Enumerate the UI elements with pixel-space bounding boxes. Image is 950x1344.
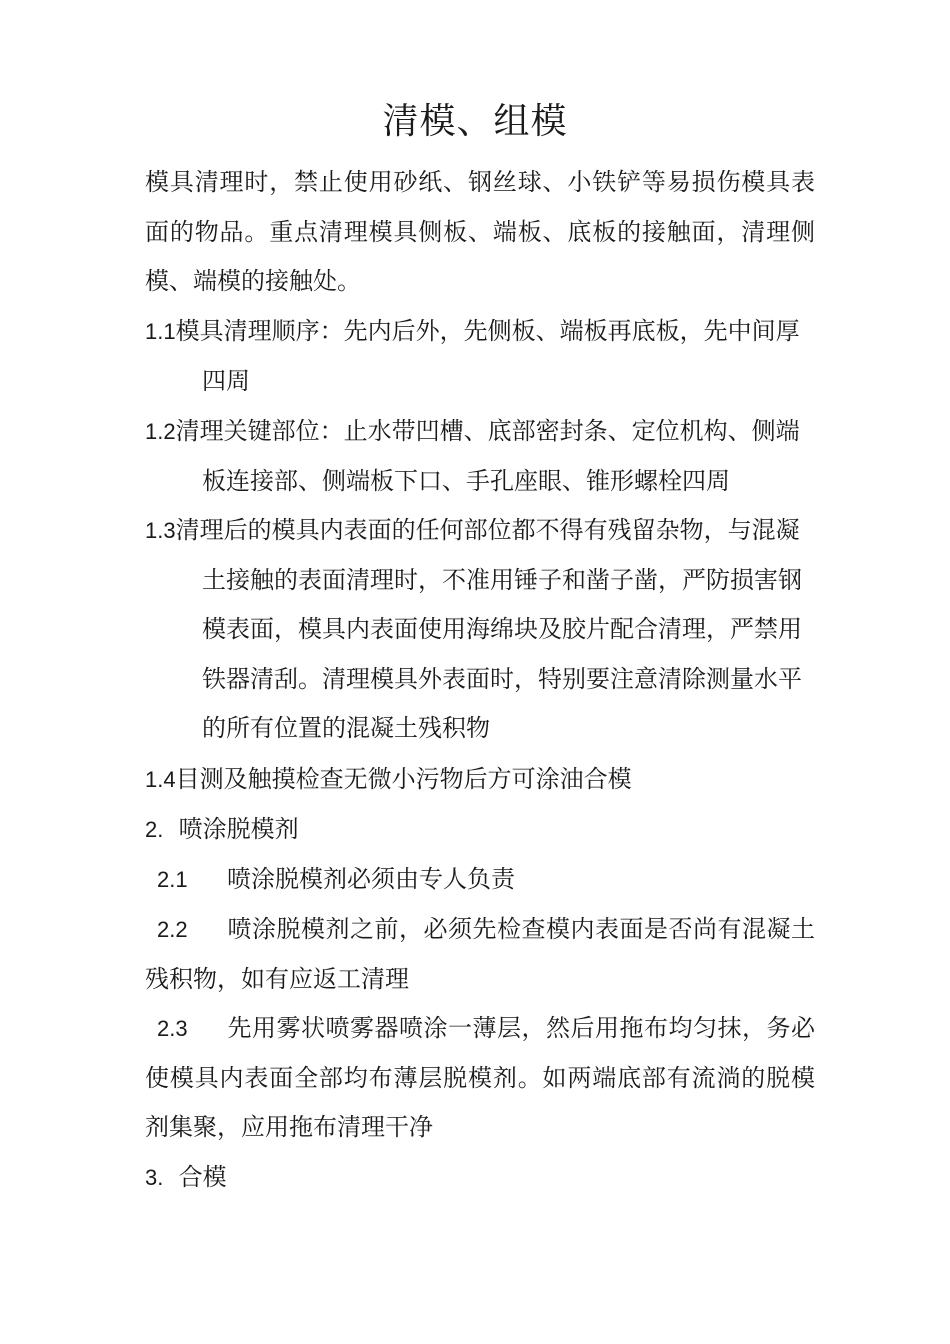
list-item-1-1 bbox=[145, 307, 815, 406]
item-text: 模具清理顺序：先内后外，先侧板、端板再底板，先中间厚四周 bbox=[175, 317, 800, 395]
item-text: 目测及触摸检查无微小污物后方可涂油合模 bbox=[175, 765, 632, 793]
section-2-heading bbox=[145, 805, 815, 855]
item-text: 喷涂脱模剂之前，必须先检查模内表面是否尚有混凝土残积物，如有应返工清理 bbox=[145, 915, 815, 993]
list-item-1-3 bbox=[145, 506, 815, 754]
section-number: 3. bbox=[145, 1165, 164, 1190]
section-title: 合模 bbox=[178, 1163, 227, 1191]
list-item-1-4 bbox=[145, 755, 815, 805]
item-text: 清理关键部位：止水带凹槽、底部密封条、定位机构、侧端板连接部、侧端板下口、手孔座眼、锥形螺栓四周 bbox=[175, 417, 800, 495]
intro-paragraph: 模具清理时，禁止使用砂纸、钢丝球、小铁铲等易损伤模具表面的物品。重点清理模具侧板、端板、底板的接触面，清理侧模、端模的接触处。 bbox=[145, 168, 815, 295]
page-title: 清模、组模 bbox=[382, 101, 568, 142]
item-number: 2.1 bbox=[157, 867, 188, 892]
section-3-heading bbox=[145, 1153, 815, 1203]
item-number: 1.2 bbox=[145, 419, 176, 444]
section-title: 喷涂脱模剂 bbox=[178, 815, 299, 843]
item-number: 1.1 bbox=[145, 319, 176, 344]
item-number: 1.3 bbox=[145, 518, 176, 543]
item-text: 喷涂脱模剂必须由专人负责 bbox=[227, 865, 515, 893]
list-item-2-3 bbox=[145, 1004, 815, 1153]
list-item-1-2 bbox=[145, 407, 815, 506]
list-item-2-1 bbox=[145, 855, 815, 905]
section-number: 2. bbox=[145, 817, 164, 842]
item-text: 清理后的模具内表面的任何部位都不得有残留杂物，与混凝土接触的表面清理时，不准用锤子和凿子凿，严防损害钢模表面，模具内表面使用海绵块及胶片配合清理，严禁用铁器清刮。清理模具外表面时，特别要注意清除测量水平的所有位置的混凝土残积物 bbox=[175, 516, 802, 742]
item-number: 2.2 bbox=[157, 917, 188, 942]
item-number: 1.4 bbox=[145, 767, 176, 792]
list-item-2-2 bbox=[145, 905, 815, 1004]
item-text: 先用雾状喷雾器喷涂一薄层，然后用拖布均匀抹，务必使模具内表面全部均布薄层脱模剂。如两端底部有流淌的脱模剂集聚，应用拖布清理干净 bbox=[145, 1014, 815, 1141]
item-number: 2.3 bbox=[157, 1016, 188, 1041]
